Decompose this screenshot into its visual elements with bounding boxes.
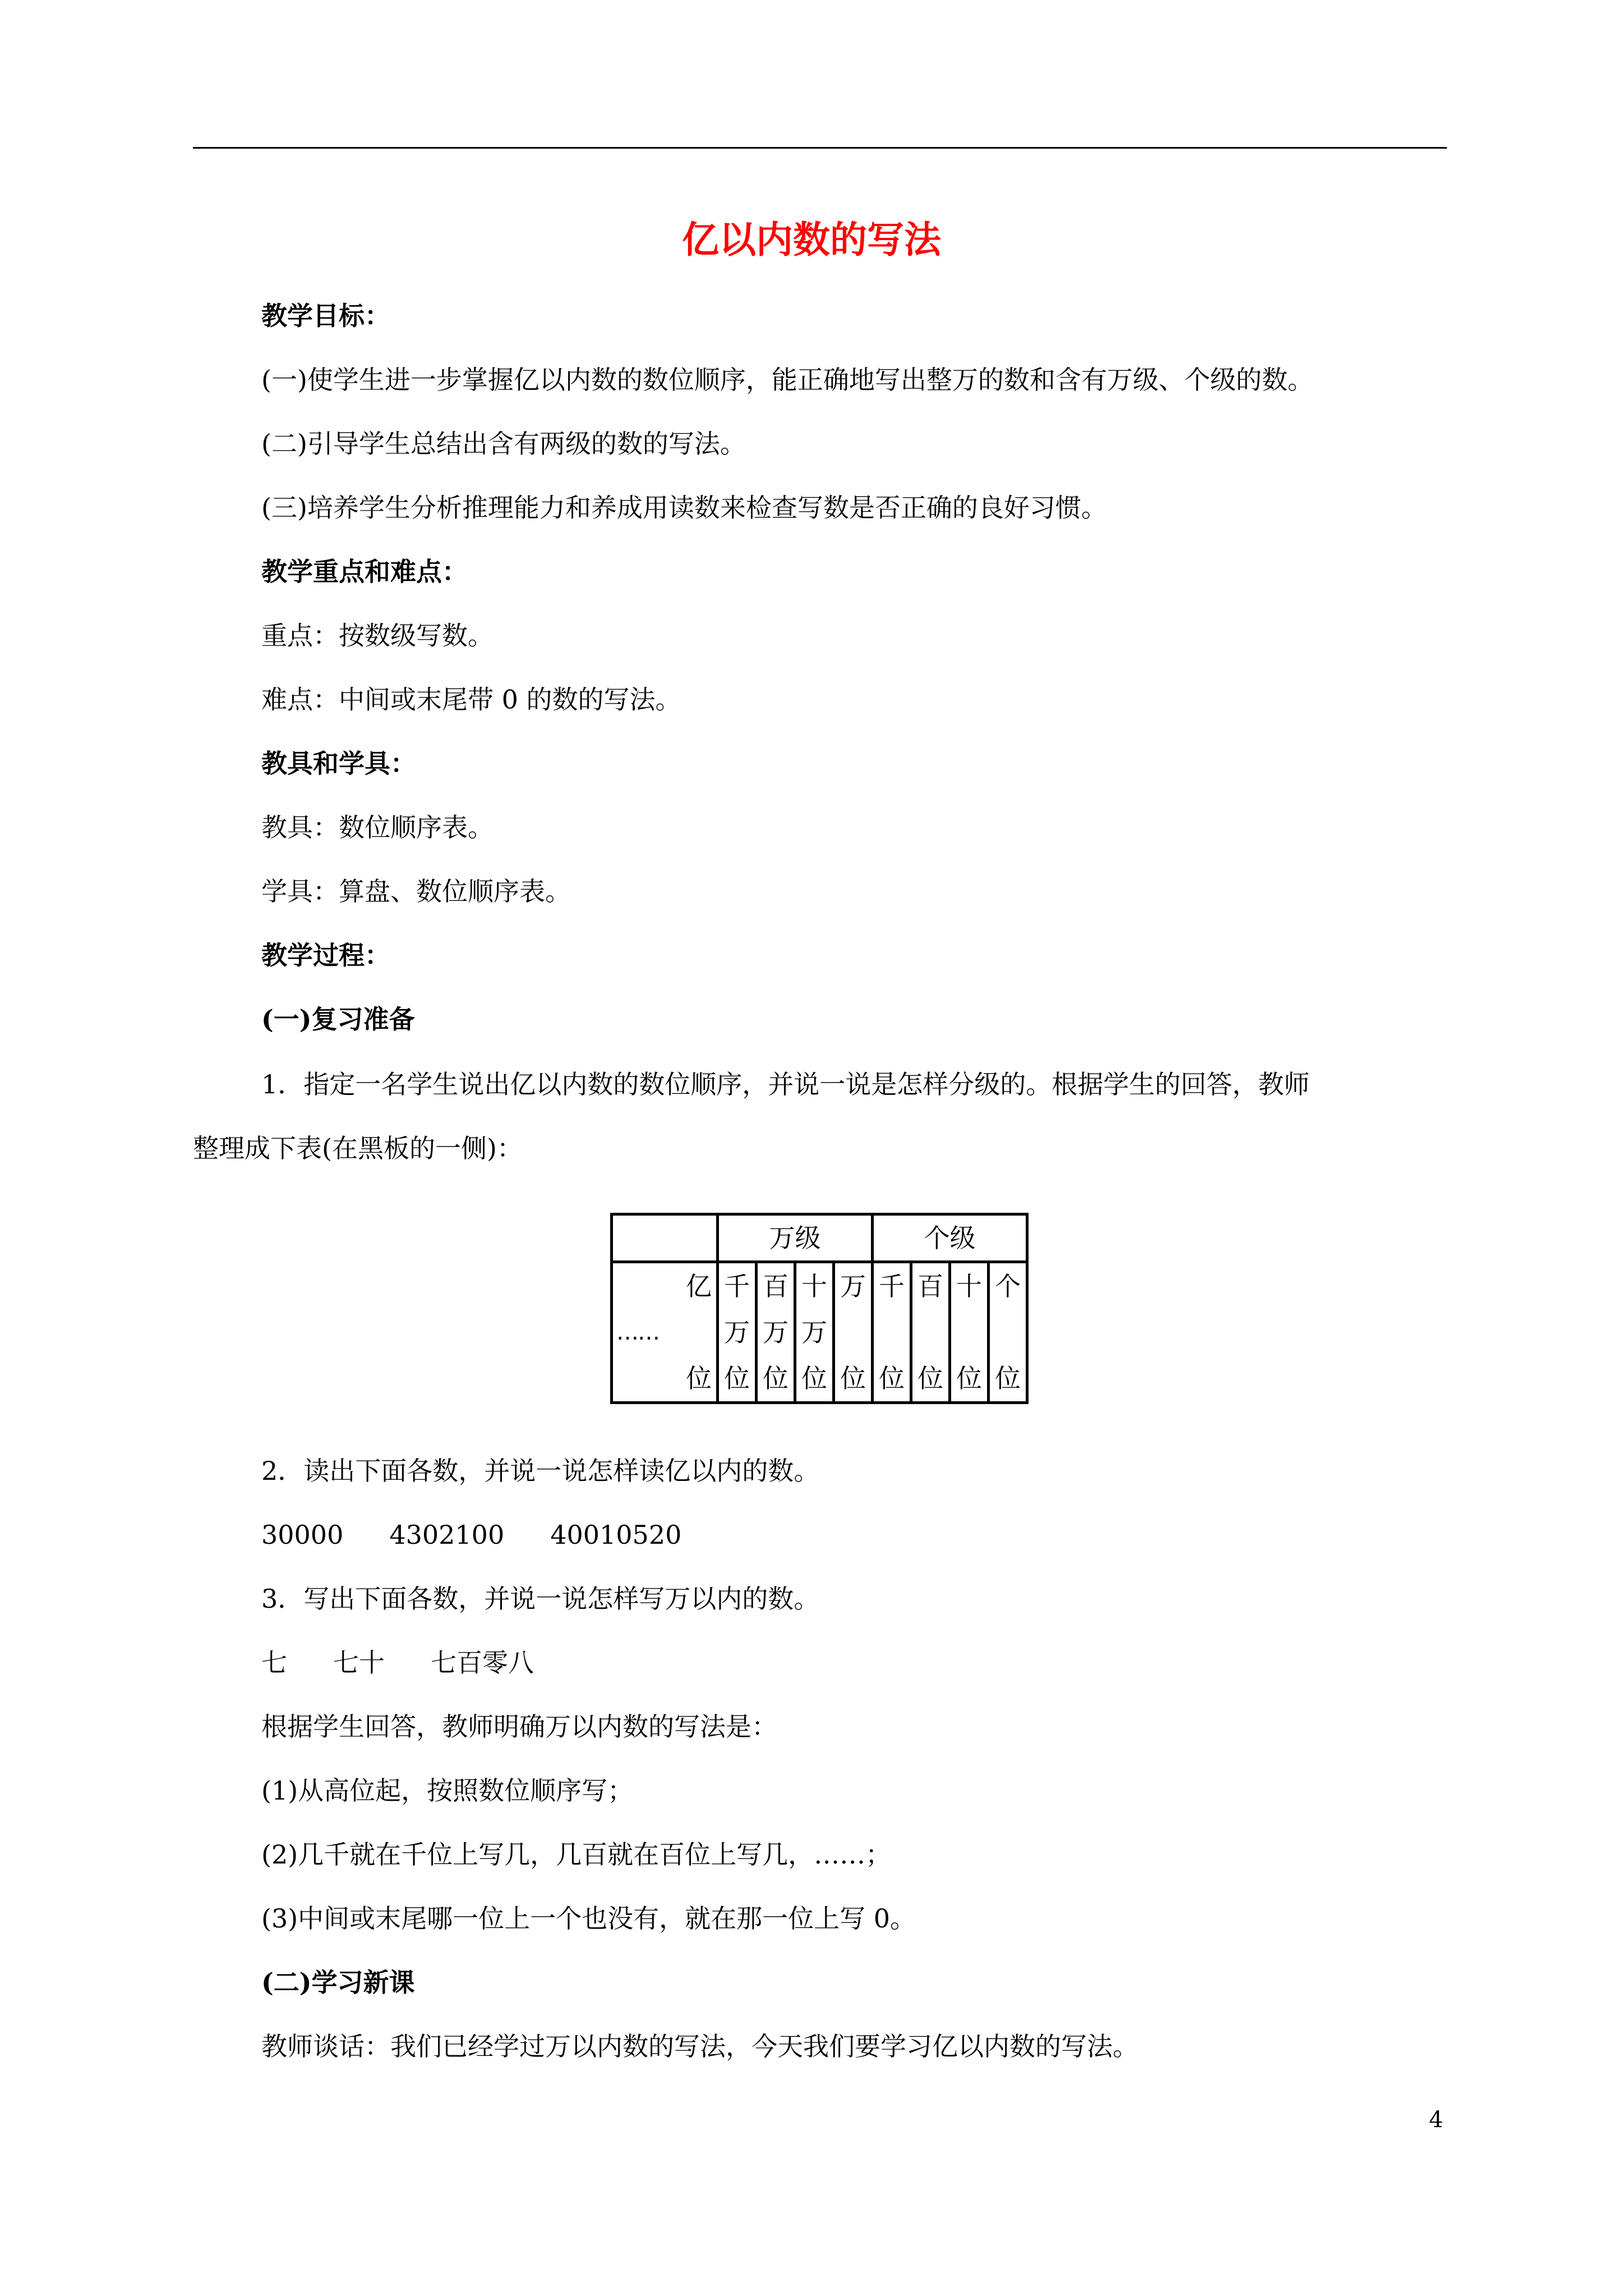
- page-number: 4: [1429, 2107, 1444, 2133]
- place-char: 位: [956, 1363, 982, 1393]
- place-char: 位: [917, 1363, 943, 1393]
- page-title: 亿以内数的写法: [682, 218, 941, 261]
- step-2: 2．读出下面各数，并说一说怎样读亿以内的数。: [261, 1456, 820, 1486]
- rule-1: (1)从高位起，按照数位顺序写；: [261, 1775, 634, 1806]
- number-item: 4302100: [389, 1520, 505, 1550]
- difficulty-point: 难点：中间或末尾带 0 的数的写法。: [261, 684, 681, 715]
- goals-heading: 教学目标：: [261, 301, 390, 331]
- place-char: 万: [724, 1317, 750, 1347]
- summary-intro: 根据学生回答，教师明确万以内数的写法是：: [261, 1711, 777, 1742]
- place-char: 万: [801, 1317, 827, 1347]
- place-char: 个: [995, 1271, 1021, 1301]
- place-qian: [873, 1262, 911, 1403]
- place-wan: [834, 1262, 873, 1403]
- step-3: 3．写出下面各数，并说一说怎样写万以内的数。: [261, 1584, 820, 1614]
- place-char: 位: [801, 1363, 827, 1393]
- word-number-list: [261, 1645, 580, 1681]
- place-char: 千: [879, 1271, 905, 1301]
- section-review: (一)复习准备: [261, 1004, 415, 1034]
- key-points-heading: 教学重点和难点：: [261, 556, 468, 587]
- step-1-line-2: 整理成下表(在黑板的一侧)：: [193, 1133, 523, 1163]
- place-char: [912, 1309, 948, 1355]
- yi-char: 亿: [686, 1271, 712, 1301]
- number-item: 30000: [261, 1520, 344, 1550]
- yi-place-cell: [612, 1262, 718, 1403]
- place-char: 百: [917, 1271, 943, 1301]
- student-tools: 学具：算盘、数位顺序表。: [261, 876, 571, 907]
- place-char: [874, 1309, 910, 1355]
- place-char: 十: [956, 1271, 982, 1301]
- teacher-talk: 教师谈话：我们已经学过万以内数的写法，今天我们要学习亿以内数的写法。: [261, 2031, 1138, 2062]
- place-char: [990, 1309, 1026, 1355]
- place-char: 位: [840, 1363, 866, 1393]
- place-char: 十: [801, 1271, 827, 1301]
- word-number-item: 七: [261, 1648, 287, 1678]
- process-heading: 教学过程：: [261, 940, 390, 970]
- place-char: 位: [995, 1363, 1021, 1393]
- place-qianwan: [718, 1262, 757, 1403]
- number-item: 40010520: [550, 1520, 682, 1550]
- goal-item-3: (三)培养学生分析推理能力和养成用读数来检查写数是否正确的良好习惯。: [261, 493, 1107, 523]
- place-shiwan: [795, 1262, 834, 1403]
- table-corner-cell: [612, 1214, 718, 1262]
- number-list: [261, 1517, 727, 1553]
- place-char: 位: [724, 1363, 750, 1393]
- place-char: 万: [763, 1317, 789, 1347]
- header-rule: [193, 147, 1447, 149]
- place-value-table: [610, 1213, 1029, 1404]
- place-char: 位: [879, 1363, 905, 1393]
- word-number-item: 七十: [333, 1648, 385, 1678]
- place-char: [835, 1309, 871, 1355]
- group-wan-header: 万级: [718, 1214, 873, 1262]
- place-char: 千: [724, 1271, 750, 1301]
- place-char: 万: [840, 1271, 866, 1301]
- teacher-tools: 教具：数位顺序表。: [261, 812, 494, 843]
- goal-item-1: (一)使学生进一步掌握亿以内数的数位顺序，能正确地写出整万的数和含有万级、个级的数。: [261, 365, 1313, 395]
- key-point: 重点：按数级写数。: [261, 620, 494, 651]
- goal-item-2: (二)引导学生总结出含有两级的数的写法。: [261, 429, 746, 459]
- section-new-lesson: (二)学习新课: [261, 1967, 415, 1998]
- place-char: 位: [763, 1363, 789, 1393]
- place-ge: [989, 1262, 1027, 1403]
- place-char: 百: [763, 1271, 789, 1301]
- group-ge-header: 个级: [873, 1214, 1027, 1262]
- rule-3: (3)中间或末尾哪一位上一个也没有，就在那一位上写 0。: [261, 1903, 916, 1934]
- tools-heading: 教具和学具：: [261, 748, 416, 779]
- place-baiwan: [757, 1262, 795, 1403]
- wei-char: 位: [686, 1363, 712, 1393]
- place-bai: [911, 1262, 950, 1403]
- place-char: [951, 1309, 987, 1355]
- step-1-line-1: 1．指定一名学生说出亿以内数的数位顺序，并说一说是怎样分级的。根据学生的回答，教师: [261, 1069, 1310, 1099]
- word-number-item: 七百零八: [431, 1648, 534, 1678]
- rule-2: (2)几千就在千位上写几，几百就在百位上写几，……；: [261, 1839, 892, 1870]
- place-shi: [950, 1262, 989, 1403]
- ellipsis: ……: [616, 1319, 659, 1345]
